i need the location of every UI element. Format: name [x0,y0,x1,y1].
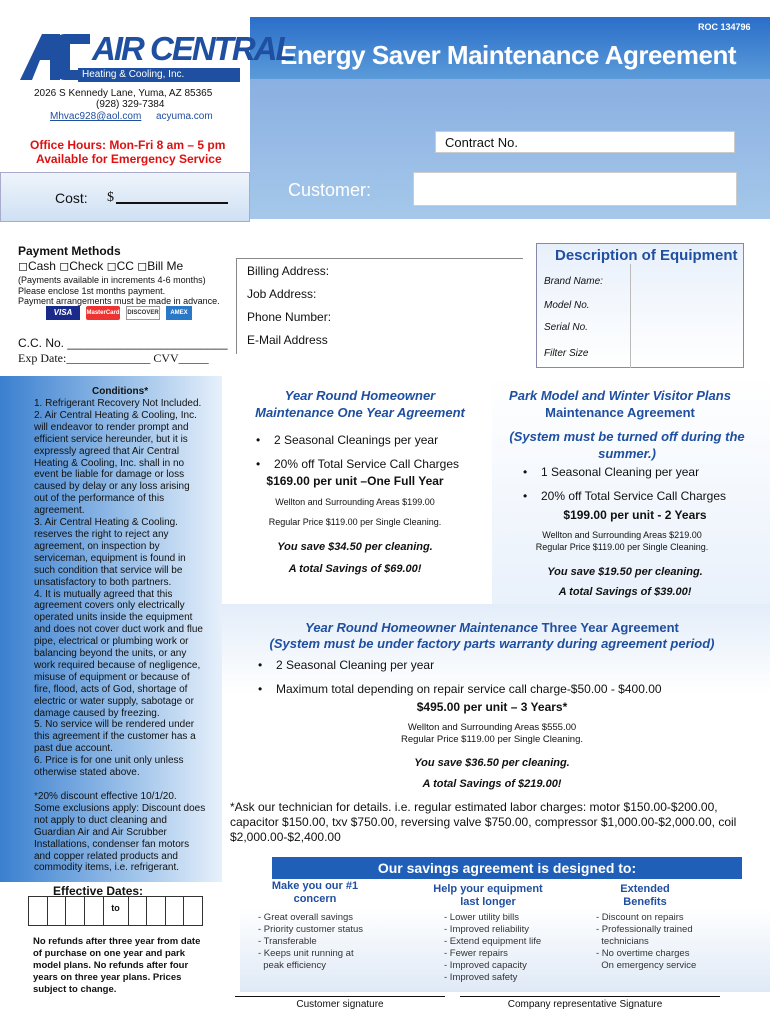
plan3-title-a: Year Round Homeowner Maintenance [305,620,542,635]
emergency-service: Available for Emergency Service [36,152,222,166]
plan1-benefits [248,428,459,476]
plan2-title-line2: Maintenance Agreement [545,405,695,420]
plan3-total: A total Savings of $219.00! [422,778,562,790]
cc-number-line[interactable]: C.C. No. ________________________ [18,336,228,350]
savings-col3-title: Extended Benefits [620,883,670,908]
discover-icon: DISCOVER [126,306,160,320]
plan1-benefit: • 2 Seasonal Cleanings per year [248,428,459,452]
plan3-title [222,620,762,635]
plan3-title-b: Three Year Agreement [541,620,679,635]
plan3-areas: Wellton and Surrounding Areas $555.00 [407,722,577,733]
equipment-title: Description of Equipment [555,247,738,264]
plan2-areas: Wellton and Surrounding Areas $219.00 [542,530,702,540]
plan2-regular: Regular Price $119.00 per Single Cleaning. [535,542,709,552]
plan3-benefit: • Maximum total depending on repair service call charge-$50.00 - $400.00 [250,677,662,701]
company-signature-label: Company representative Signature [507,999,663,1010]
customer-signature-line[interactable] [235,996,445,997]
cost-currency: $ [107,190,114,205]
plan2-save: You save $19.50 per cleaning. [547,566,703,578]
plan1-title-line1: Year Round Homeowner [284,388,436,403]
plan1-total: A total Savings of $69.00! [288,563,422,575]
start-date-boxes[interactable] [28,896,103,926]
payment-note-3: Payment arrangements must be made in advance. [18,296,220,306]
plan1-areas: Wellton and Surrounding Areas $199.00 [275,497,435,507]
plan3-save: You save $36.50 per cleaning. [414,757,570,769]
plan1-price: $169.00 per unit –One Full Year [266,474,444,488]
plan2-warning: (System must be turned off during the summer.) [509,429,745,461]
customer-field[interactable] [413,172,737,206]
brand-name-label[interactable]: Brand Name: [544,276,603,287]
plan2-price: $199.00 per unit - 2 Years [563,508,707,522]
conditions-text: 1. Refrigerant Recovery Not Included. 2. Air Central Heating & Cooling, Inc. will endeavor to render prompt and efficient service hereunder, but it is expressly agreed that Air Central Heating & Cooling, Inc. shall in no event be liable for damage or loss caused by delay or any loss arising out of the performance of this agreement. 3. Air Central Heating & Cooling. reserves the right to reject any agreement, on inspection by serviceman, equipment is found in such condition that service will be unsatisfactory to both partners. 4. It is mutually agreed that this agreement covers only electrically operated units inside the equipment and does not cover duct work and flue pipe, electrical or plumbing work or balancing beyond the units, or any work required because of negligence, misuse of equipment or because of fire, flood, acts of God, shortage of electric or water supply, sabotage or damage caused by freezing. 5. No service will be rendered under this agreement if the customer has a past due account. 6. Price is for one unit only unless otherwise stated above. [34,398,203,779]
plan3-benefits [250,653,662,701]
company-address: 2026 S Kennedy Lane, Yuma, AZ 85365 [34,88,213,99]
company-phone: (928) 329-7384 [96,99,165,110]
date-to-label: to [103,896,129,926]
mastercard-icon: MasterCard [86,306,120,320]
savings-banner: Our savings agreement is designed to: [272,857,742,879]
effective-title: Effective Dates: [53,884,144,898]
contract-label: Contract No. [445,135,518,150]
savings-col1-list: - Great overall savings - Priority customer status - Transferable - Keeps unit running at peak efficiency [258,912,364,971]
logo-subtitle: Heating & Cooling, Inc. [78,68,240,82]
savings-col1-title: Make you our #1 concern [271,880,359,905]
page-title: Energy Saver Maintenance Agreement [280,40,736,70]
plan1-regular: Regular Price $119.00 per Single Cleaning. [268,517,442,527]
serial-label[interactable]: Serial No. [544,322,588,333]
plan3-benefit: • 2 Seasonal Cleaning per year [250,653,662,677]
savings-col2-list: - Lower utility bills - Improved reliability - Extend equipment life - Fewer repairs - Improved capacity - Improved safety [444,912,542,983]
savings-col3-list: - Discount on repairs - Professionally trained technicians - No overtime charges On emergency service [596,912,697,971]
job-address-label[interactable]: Job Address: [247,287,317,301]
plan2-total: A total Savings of $39.00! [558,586,692,598]
card-logos [46,306,192,320]
plan3-warning: (System must be under factory parts warranty during agreement period) [269,636,715,651]
payment-title: Payment Methods [18,244,121,258]
customer-label: Customer: [288,180,372,200]
plan1-title [230,387,490,421]
cost-box [0,172,250,222]
roc-number: ROC 134796 [698,22,751,32]
plan1-benefit: • 20% off Total Service Call Charges [248,452,459,476]
amex-icon: AMEX [166,306,192,320]
plan1-title-line2: Maintenance One Year Agreement [255,405,465,420]
cost-label: Cost: [55,190,88,206]
phone-number-label[interactable]: Phone Number: [247,310,332,324]
plan2-title-line1: Park Model and Winter Visitor Plans [509,388,731,403]
technician-note: *Ask our technician for details. i.e. regular estimated labor charges: motor $150.00-$200.00, capacitor $150.00, txv $750.00, reversing valve $750.00, compressor $1,000.00-$2,000.00, coil $2,000.00-$2,400.00 [230,800,737,844]
filter-size-label[interactable]: Filter Size [544,348,589,359]
visa-icon: VISA [46,306,80,320]
office-hours: Office Hours: Mon-Fri 8 am – 5 pm [30,138,226,152]
end-date-boxes[interactable] [129,896,204,926]
discount-note: *20% discount effective 10/1/20. Some exclusions apply: Discount does not apply to duct cleaning and Guardian Air and Air Scrubber Installations, condenser fan motors and copper related products and commodity items, i.e. refrigerant. [34,791,206,874]
billing-address-label[interactable]: Billing Address: [247,264,330,278]
savings-col2-title: Help your equipment last longer [433,883,543,908]
plan2-benefit: • 1 Seasonal Cleaning per year [515,460,726,484]
exp-date-line[interactable]: Exp Date:______________ CVV_____ [18,351,209,365]
logo-wordmark: AIR CENTRAL [92,30,294,67]
cost-input[interactable] [116,202,228,204]
payment-methods[interactable]: ◻Cash ◻Check ◻CC ◻Bill Me [18,259,184,273]
conditions-title: Conditions* [92,386,149,397]
plan3-price: $495.00 per unit – 3 Years* [416,700,568,714]
plan1-save: You save $34.50 per cleaning. [277,541,433,553]
plan2-title [492,387,748,421]
plan2-benefit: • 20% off Total Service Call Charges [515,484,726,508]
company-signature-line[interactable] [460,996,720,997]
plan2-benefits [515,460,726,508]
effective-dates-field[interactable] [28,896,203,926]
refund-note: No refunds after three year from date of purchase on one year and park model plans. No refunds after four years on three year plans. Prices subject to change. [33,936,201,995]
customer-signature-label: Customer signature [296,999,384,1010]
plan3-regular: Regular Price $119.00 per Single Cleaning. [400,734,584,745]
payment-note-2: Please enclose 1st months payment. [18,286,166,296]
model-label[interactable]: Model No. [544,300,590,311]
company-email[interactable]: Mhvac928@aol.com [50,111,142,122]
email-address-label[interactable]: E-Mail Address [247,333,328,347]
payment-note-1: (Payments available in increments 4-6 months) [18,275,206,285]
company-website[interactable]: acyuma.com [156,111,213,122]
equipment-divider [630,264,631,368]
